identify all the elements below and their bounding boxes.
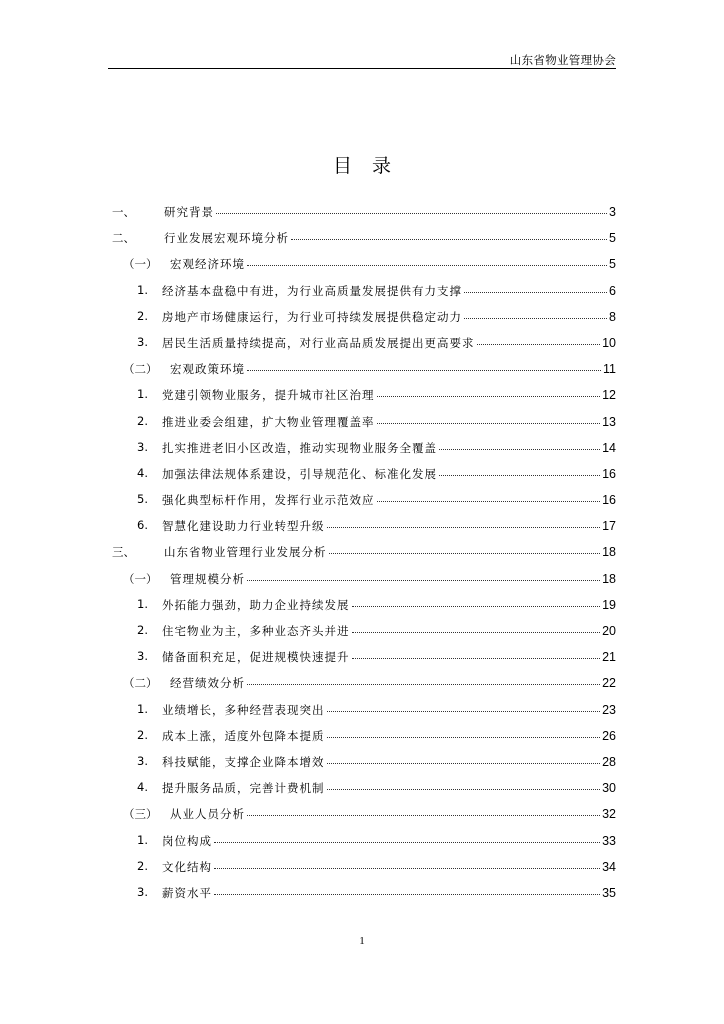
toc-entry[interactable] <box>108 748 616 774</box>
toc-entry-number: （一） <box>123 257 158 272</box>
toc-entry-page: 5 <box>609 231 616 246</box>
toc-entry-number: （二） <box>123 676 158 691</box>
toc-entry-title: 管理规模分析 <box>170 571 245 586</box>
toc-entry-title: 宏观政策环境 <box>170 362 245 377</box>
toc-entry[interactable] <box>108 722 616 748</box>
toc-entry[interactable] <box>108 329 616 355</box>
toc-entry-title: 科技赋能，支撑企业降本增效 <box>162 754 325 769</box>
toc-entry[interactable] <box>108 696 616 722</box>
toc-entry-page: 16 <box>602 466 616 481</box>
toc-entry-title: 研究背景 <box>164 205 214 219</box>
toc-entry-line <box>162 335 616 351</box>
toc-entry-title: 储备面积充足，促进规模快速提升 <box>162 650 350 665</box>
toc-entry-line <box>162 309 616 325</box>
toc-entry-line <box>162 780 616 796</box>
toc-entry-number: 3. <box>137 884 148 899</box>
toc-entry-page: 14 <box>602 440 616 455</box>
dot-leader <box>214 867 600 869</box>
dot-leader <box>439 474 600 476</box>
toc-entry-title: 智慧化建设助力行业转型升级 <box>162 519 325 534</box>
dot-leader <box>247 264 607 266</box>
toc-entry[interactable] <box>108 460 616 486</box>
toc-entry-number: 1. <box>137 596 148 611</box>
dot-leader <box>377 500 601 502</box>
toc-entry[interactable] <box>108 303 616 329</box>
toc-entry-number: 6. <box>137 518 148 533</box>
dot-leader <box>327 526 601 528</box>
toc-entry-page: 30 <box>602 781 616 796</box>
toc-entry-number: 3. <box>137 649 148 664</box>
toc-entry-title: 强化典型标杆作用，发挥行业示范效应 <box>162 493 375 508</box>
toc-entry-page: 32 <box>602 807 616 822</box>
toc-entry-title: 经营绩效分析 <box>170 676 245 691</box>
toc-entry-number: 三、 <box>112 545 135 560</box>
toc-entry-number: 5. <box>137 492 148 507</box>
toc-entry-line <box>162 440 616 456</box>
toc-entry[interactable] <box>108 669 616 695</box>
toc-entry-line <box>170 571 616 587</box>
dot-leader <box>247 579 600 581</box>
toc-entry-number: 1. <box>137 832 148 847</box>
toc-entry-line <box>162 859 616 875</box>
toc-entry-page: 11 <box>603 362 616 377</box>
toc-entry-line <box>162 649 616 665</box>
toc-entry-line <box>162 518 616 534</box>
dot-leader <box>352 605 601 607</box>
toc-entry-number: 1. <box>137 701 148 716</box>
toc-entry-title: 居民生活质量持续提高，对行业高品质发展提出更高要求 <box>162 335 475 350</box>
toc-entry[interactable] <box>108 486 616 512</box>
dot-leader <box>327 736 601 738</box>
toc-entry-page: 17 <box>602 519 616 534</box>
toc-entry-page: 34 <box>602 859 616 874</box>
toc-entry-line <box>162 466 616 482</box>
toc-entry[interactable] <box>108 512 616 538</box>
toc-entry[interactable] <box>108 434 616 460</box>
toc-entry-line <box>170 361 616 377</box>
toc-entry-number: （一） <box>123 571 158 586</box>
header-divider <box>108 68 616 69</box>
toc-entry-page: 20 <box>602 624 616 638</box>
toc-entry-line <box>162 702 616 718</box>
toc-entry-line <box>162 414 616 430</box>
dot-leader <box>439 448 600 450</box>
toc-entry-number: 3. <box>137 334 148 349</box>
toc-entry-title: 党建引领物业服务，提升城市社区治理 <box>162 388 375 403</box>
dot-leader <box>477 343 601 345</box>
toc-entry-line <box>162 387 616 403</box>
toc-entry[interactable] <box>108 250 616 276</box>
toc-entry[interactable] <box>108 853 616 879</box>
dot-leader <box>464 317 607 319</box>
dot-leader <box>214 841 600 843</box>
page-number: 1 <box>359 935 365 947</box>
dot-leader <box>247 683 600 685</box>
toc-entry-title: 提升服务品质，完善计费机制 <box>162 781 325 796</box>
toc-entry-page: 33 <box>602 833 616 848</box>
toc-entry-title: 文化结构 <box>162 859 212 874</box>
toc-entry-number: （三） <box>123 807 158 822</box>
header-organization: 山东省物业管理协会 <box>509 53 616 67</box>
toc-entry-page: 13 <box>602 414 616 429</box>
toc-entry-title: 加强法律法规体系建设，引导规范化、标准化发展 <box>162 466 437 481</box>
toc-entry-title: 外拓能力强劲，助力企业持续发展 <box>162 597 350 612</box>
toc-entry-page: 22 <box>602 676 616 691</box>
toc-entry[interactable] <box>108 565 616 591</box>
dot-leader <box>464 291 607 293</box>
dot-leader <box>352 631 601 633</box>
toc-entry-number: 一、 <box>112 205 135 219</box>
dot-leader <box>377 422 601 424</box>
toc-entry-line <box>162 885 616 901</box>
toc-entry-page: 6 <box>609 283 616 298</box>
dot-leader <box>291 238 607 240</box>
toc-entry-line <box>170 675 616 691</box>
toc-entry-title: 业绩增长，多种经营表现突出 <box>162 702 325 717</box>
dot-leader <box>377 395 601 397</box>
toc-entry-line <box>164 230 616 246</box>
toc-entry-line <box>162 623 616 639</box>
toc-entry-title: 岗位构成 <box>162 833 212 848</box>
toc-entry-line <box>162 283 616 299</box>
toc-entry[interactable] <box>108 800 616 826</box>
toc-entry-title: 经济基本盘稳中有进，为行业高质量发展提供有力支撑 <box>162 283 462 298</box>
toc-entry-title: 从业人员分析 <box>170 807 245 822</box>
toc-entry-number: 二、 <box>112 231 135 246</box>
dot-leader <box>247 814 600 816</box>
toc-entry-number: 4. <box>137 465 148 480</box>
toc-entry[interactable] <box>108 617 616 643</box>
toc-entry-number: 1. <box>137 387 148 402</box>
toc-entry-number: 3. <box>137 753 148 768</box>
toc-entry-line <box>170 806 616 822</box>
toc-entry[interactable] <box>108 277 616 303</box>
toc-entry-page: 21 <box>602 650 616 665</box>
toc-entry[interactable] <box>108 198 616 224</box>
toc-entry-line <box>162 597 616 613</box>
toc-entry-number: 1. <box>137 282 148 297</box>
toc-entry[interactable] <box>108 774 616 800</box>
toc-entry-page: 3 <box>609 205 616 219</box>
toc-entry-title: 房地产市场健康运行，为行业可持续发展提供稳定动力 <box>162 309 462 324</box>
toc-entry[interactable] <box>108 591 616 617</box>
toc-entry-title: 行业发展宏观环境分析 <box>164 231 289 246</box>
dot-leader <box>216 212 607 214</box>
toc-entry-title: 宏观经济环境 <box>170 257 245 272</box>
toc-entry-line <box>162 833 616 849</box>
dot-leader <box>327 788 601 790</box>
toc-entry-page: 26 <box>602 728 616 743</box>
toc-entry-line <box>164 204 616 220</box>
toc-entry-number: 4. <box>137 780 148 795</box>
toc-entry-number: 2. <box>137 308 148 323</box>
toc-entry-number: 2. <box>137 727 148 742</box>
toc-entry[interactable] <box>108 827 616 853</box>
dot-leader <box>329 552 601 554</box>
toc-entry-page: 28 <box>602 754 616 769</box>
dot-leader <box>247 369 601 371</box>
toc-entry-number: 3. <box>137 439 148 454</box>
toc-entry-number: 2. <box>137 858 148 873</box>
toc-entry-title: 成本上涨，适度外包降本提质 <box>162 728 325 743</box>
toc-entry[interactable] <box>108 538 616 564</box>
toc-entry-line <box>162 728 616 744</box>
dot-leader <box>327 710 601 712</box>
toc-entry-line <box>164 544 616 560</box>
toc-entry-line <box>170 256 616 272</box>
toc-entry-line <box>162 492 616 508</box>
toc-entry[interactable] <box>108 408 616 434</box>
toc-entry[interactable] <box>108 381 616 407</box>
toc-entry-number: 2. <box>137 623 148 637</box>
toc-entry-title: 推进业委会组建，扩大物业管理覆盖率 <box>162 414 375 429</box>
toc-title: 目录 <box>332 155 411 177</box>
toc-entry-page: 12 <box>602 388 616 403</box>
dot-leader <box>214 893 600 895</box>
toc-entry-page: 35 <box>602 885 616 900</box>
toc-entry[interactable] <box>108 224 616 250</box>
toc-entry-title: 住宅物业为主，多种业态齐头并进 <box>162 624 350 638</box>
toc-entry-page: 10 <box>602 335 616 350</box>
toc-entry-title: 山东省物业管理行业发展分析 <box>164 545 327 560</box>
toc-entry[interactable] <box>108 643 616 669</box>
toc-entry-page: 8 <box>609 309 616 324</box>
toc-entry-title: 扎实推进老旧小区改造，推动实现物业服务全覆盖 <box>162 440 437 455</box>
toc-entry[interactable] <box>108 355 616 381</box>
toc-entry-page: 18 <box>602 545 616 560</box>
toc-entry-page: 19 <box>602 597 616 612</box>
toc-entry-title: 薪资水平 <box>162 885 212 900</box>
toc-entry-page: 23 <box>602 702 616 717</box>
toc-entry-page: 18 <box>602 571 616 586</box>
toc-entry-number: （二） <box>123 362 158 377</box>
toc-entry-line <box>162 754 616 770</box>
toc-entry[interactable] <box>108 879 616 905</box>
toc-entry-number: 2. <box>137 413 148 428</box>
dot-leader <box>352 657 601 659</box>
toc-entry-page: 16 <box>602 493 616 508</box>
table-of-contents <box>108 198 616 905</box>
dot-leader <box>327 762 601 764</box>
toc-entry-page: 5 <box>609 257 616 272</box>
